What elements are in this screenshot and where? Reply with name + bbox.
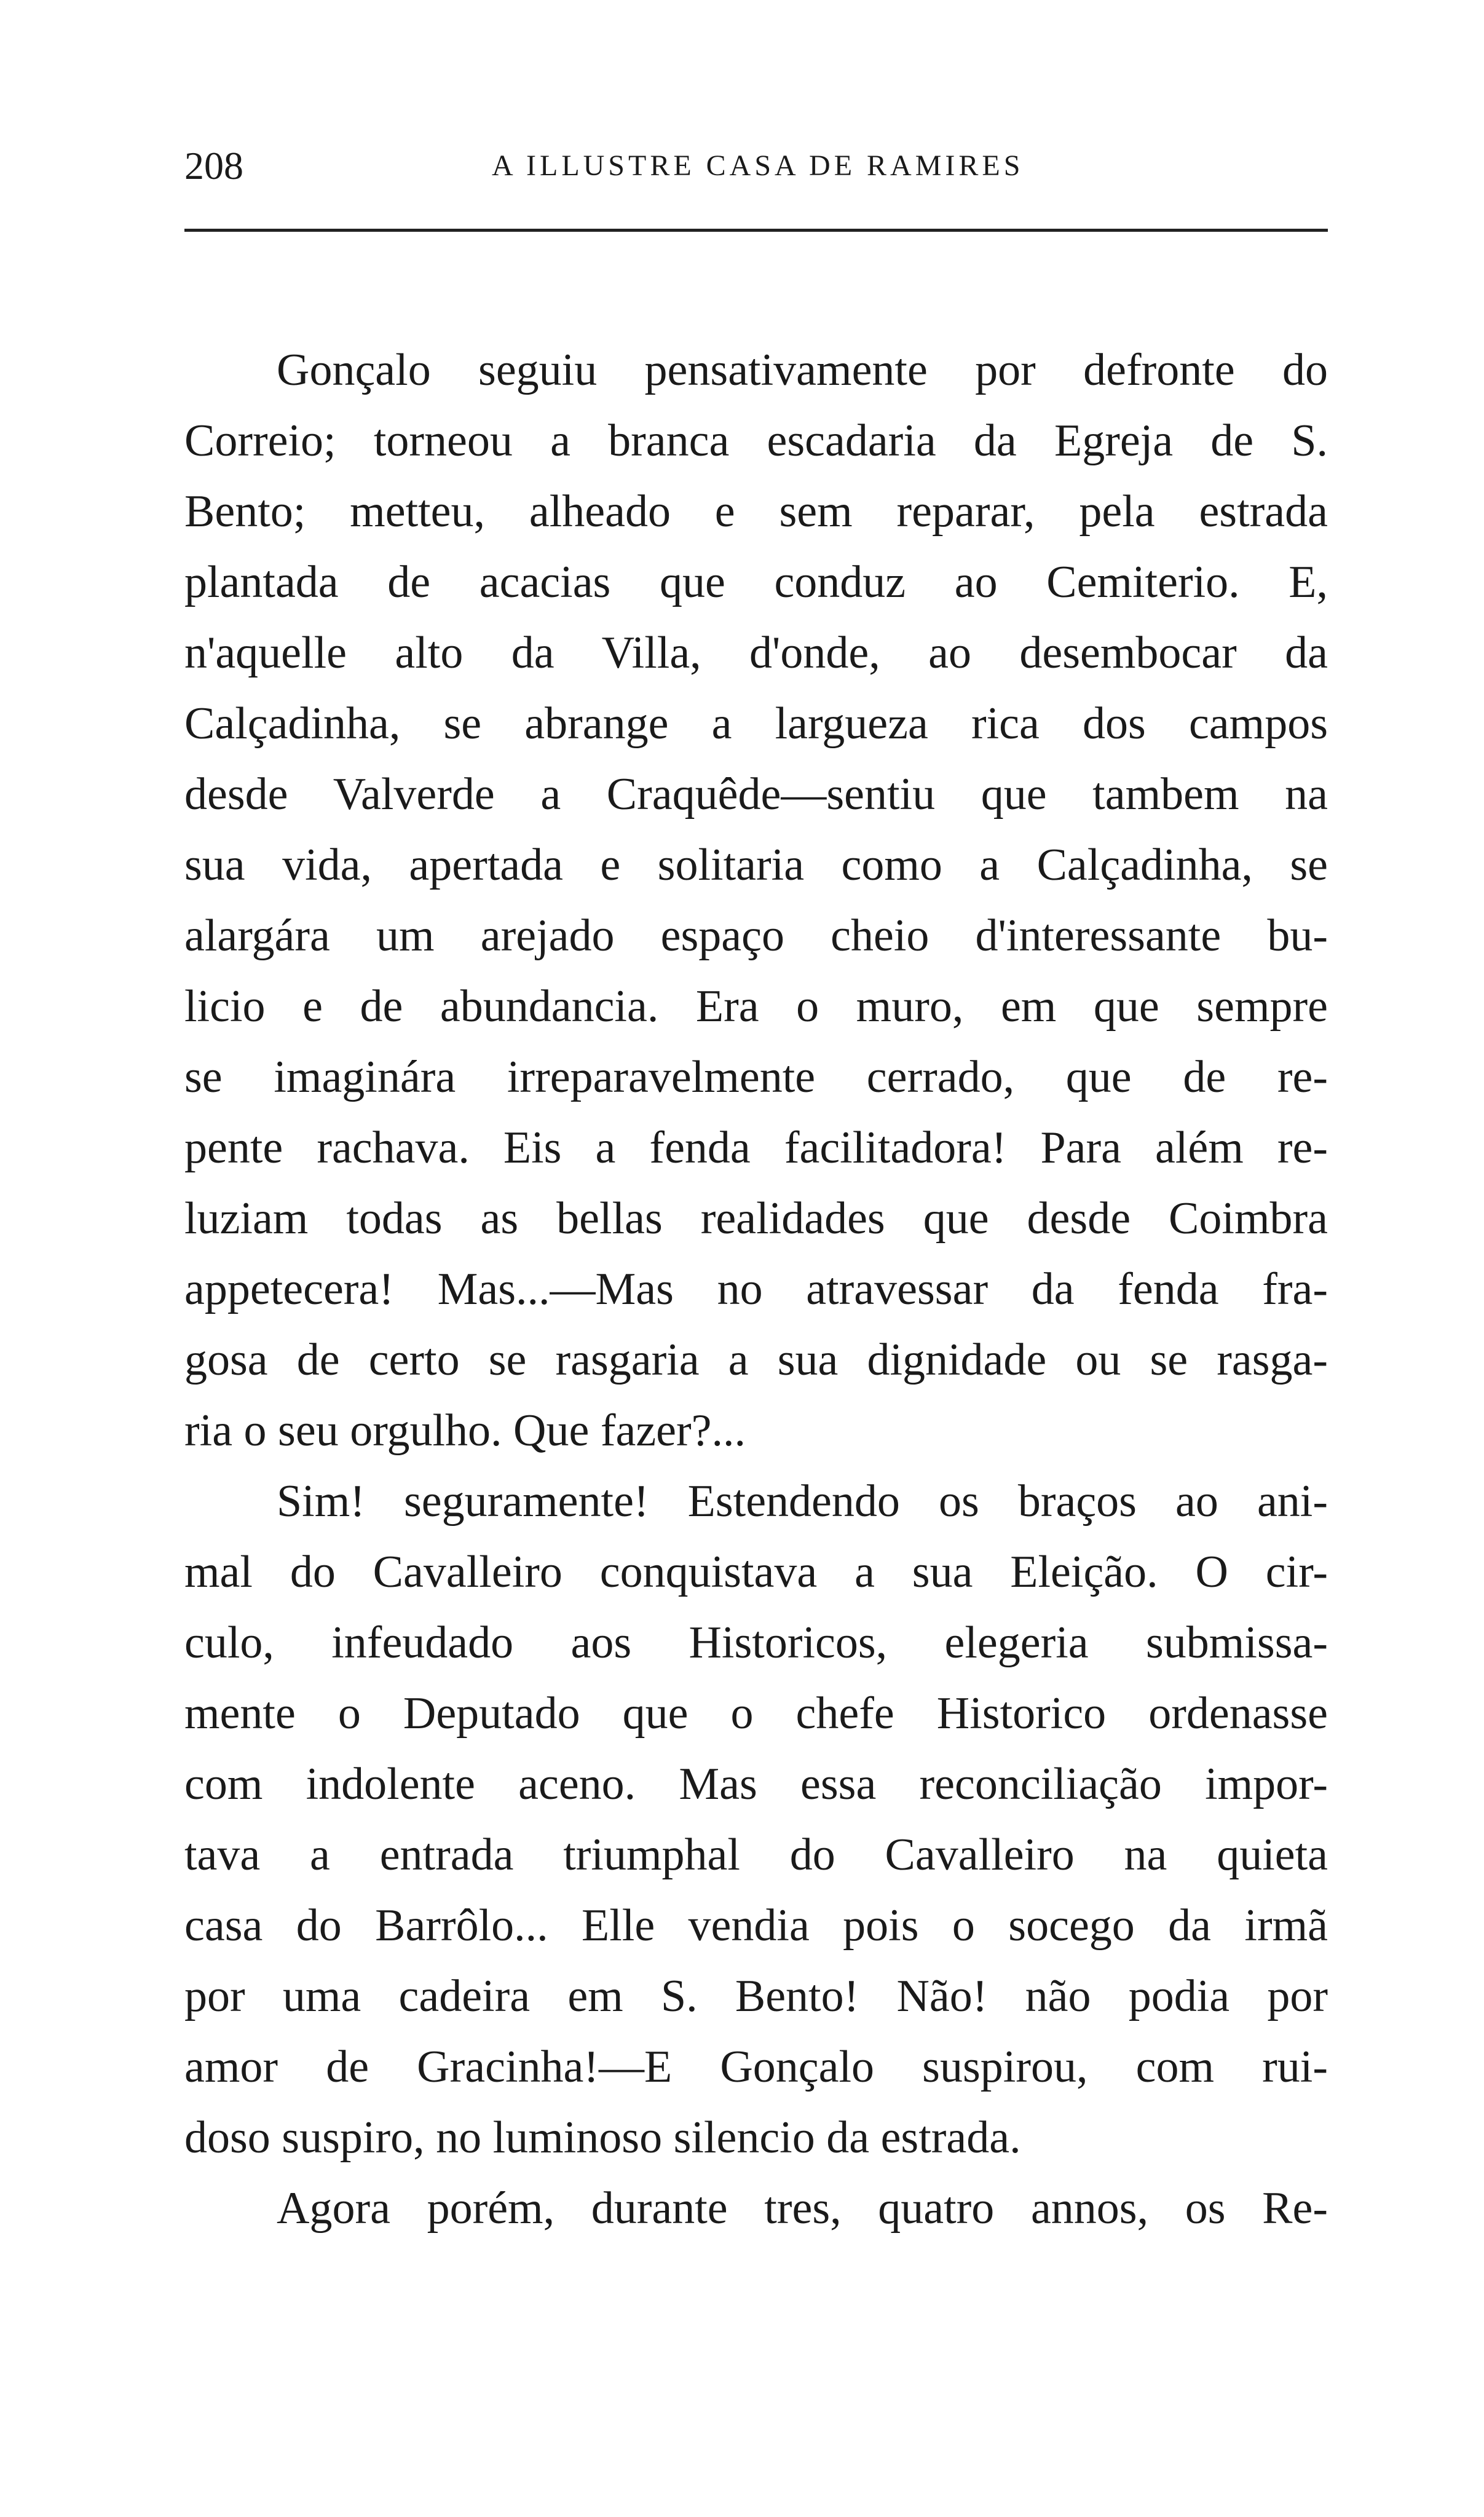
text-line: Agora porém, durante tres, quatro annos, os Re- <box>277 2183 1328 2234</box>
text-line: alargára um arejado espaço cheio d'interessante bu- <box>184 911 1328 961</box>
text-line: plantada de acacias que conduz ao Cemiterio. E, <box>184 557 1328 607</box>
text-line: amor de Gracinha!—E Gonçalo suspirou, com rui- <box>184 2042 1328 2092</box>
text-line: mal do Cavalleiro conquistava a sua Eleição. O cir- <box>184 1547 1328 1597</box>
text-line: por uma cadeira em S. Bento! Não! não podia por <box>184 1971 1328 2021</box>
header-rule <box>184 229 1328 232</box>
text-line: Sim! seguramente! Estendendo os braços ao ani- <box>277 1476 1328 1527</box>
running-title: A ILLUSTRE CASA DE RAMIRES <box>492 149 1024 182</box>
text-line: gosa de certo se rasgaria a sua dignidade ou se rasga- <box>184 1335 1328 1385</box>
text-line: Calçadinha, se abrange a largueza rica dos campos <box>184 698 1328 749</box>
text-line: se imaginára irreparavelmente cerrado, que de re- <box>184 1052 1328 1102</box>
body-text <box>184 335 1328 2244</box>
text-line: desde Valverde a Craquêde—sentiu que tambem na <box>184 769 1328 820</box>
text-line: sua vida, apertada e solitaria como a Calçadinha, se <box>184 840 1328 890</box>
text-line: com indolente aceno. Mas essa reconciliação impor- <box>184 1759 1328 1809</box>
text-line: culo, infeudado aos Historicos, elegeria submissa- <box>184 1618 1328 1668</box>
text-line: Gonçalo seguiu pensativamente por defronte do <box>277 345 1328 395</box>
running-head <box>184 138 1328 194</box>
text-line: n'aquelle alto da Villa, d'onde, ao desembocar da <box>184 628 1328 678</box>
text-line: Correio; torneou a branca escadaria da Egreja de S. <box>184 416 1328 466</box>
text-line: casa do Barrôlo... Elle vendia pois o socego da irmã <box>184 1900 1328 1951</box>
text-line: appetecera! Mas...—Mas no atravessar da fenda fra- <box>184 1264 1328 1314</box>
page-number: 208 <box>184 144 243 188</box>
text-line: licio e de abundancia. Era o muro, em que sempre <box>184 981 1328 1032</box>
text-line: luziam todas as bellas realidades que desde Coimbra <box>184 1193 1328 1244</box>
text-line: Bento; metteu, alheado e sem reparar, pela estrada <box>184 486 1328 537</box>
text-line: ria o seu orgulho. Que fazer?... <box>184 1405 746 1456</box>
text-line: mente o Deputado que o chefe Historico ordenasse <box>184 1688 1328 1739</box>
text-line: pente rachava. Eis a fenda facilitadora! Para além re- <box>184 1123 1328 1173</box>
text-line: doso suspiro, no luminoso silencio da estrada. <box>184 2112 1021 2163</box>
text-line: tava a entrada triumphal do Cavalleiro na quieta <box>184 1830 1328 1880</box>
